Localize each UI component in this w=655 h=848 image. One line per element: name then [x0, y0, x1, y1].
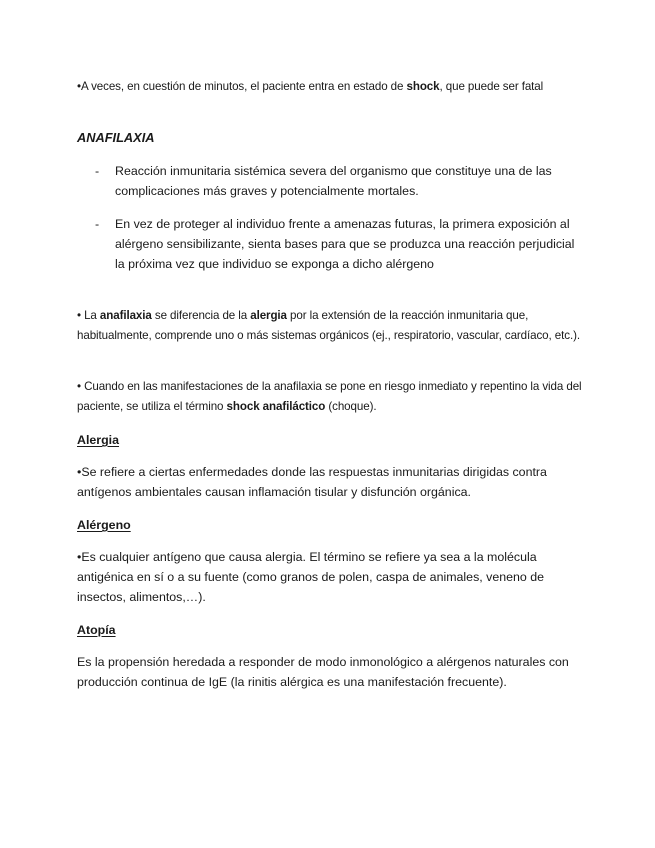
bold-term: shock anafiláctico	[226, 400, 326, 413]
paragraph-shock-anafilactico	[77, 377, 582, 417]
bold-term: shock	[406, 80, 440, 93]
paragraph-alergia: •Se refiere a ciertas enfermedades donde las respuestas inmunitarias dirigidas contra antígenos ambientales causan inflamación tisular y disfunción orgánica.	[77, 465, 547, 499]
text-fragment: •A veces, en cuestión de minutos, el paciente entra en estado de	[77, 80, 407, 93]
section-heading-atopia: Atopía	[77, 623, 116, 637]
section-heading-anafilaxia: ANAFILAXIA	[77, 130, 155, 145]
text-fragment: , que puede ser fatal	[439, 80, 544, 93]
paragraph-anafilaxia-vs-alergia	[77, 306, 582, 346]
text-fragment: • Cuando en las manifestaciones de la anafilaxia se pone en riesgo inmediato y repentino la vida del paciente, se utiliza el término	[77, 380, 582, 413]
section-heading-alergia: Alergia	[77, 433, 120, 447]
text-fragment: por la extensión de la reacción inmunitaria que, habitualmente, comprende uno o más sistemas orgánicos (ej., respiratorio, vascular, cardíaco, etc.).	[77, 309, 580, 342]
text-fragment: • La	[77, 309, 100, 322]
paragraph-alergeno: •Es cualquier antígeno que causa alergia. El término se refiere ya sea a la molécula antigénica en sí o a su fuente (como granos de polen, caspa de animales, veneno de insectos, alimentos,…).	[77, 550, 545, 604]
text-fragment: (choque).	[325, 400, 377, 413]
text-fragment: se diferencia de la	[151, 309, 251, 322]
list-marker: -	[95, 217, 100, 231]
list-item-text: En vez de proteger al individuo frente a amenazas futuras, la primera exposición al alérgeno sensibilizante, sienta bases para que se produzca una reacción perjudicial la próxima vez que individuo se exponga a dicho alérgeno	[115, 217, 575, 271]
list-item-text: Reacción inmunitaria sistémica severa del organismo que constituye una de las complicaciones más graves y potencialmente mortales.	[115, 164, 552, 198]
paragraph-shock	[77, 77, 582, 97]
bold-term: alergia	[250, 309, 287, 322]
bold-term: anafilaxia	[99, 309, 152, 322]
paragraph-atopia: Es la propensión heredada a responder de modo inmonológico a alérgenos naturales con producción continua de IgE (la rinitis alérgica es una manifestación frecuente).	[77, 655, 569, 689]
list-marker: -	[95, 164, 100, 178]
section-heading-alergeno: Alérgeno	[77, 518, 131, 532]
